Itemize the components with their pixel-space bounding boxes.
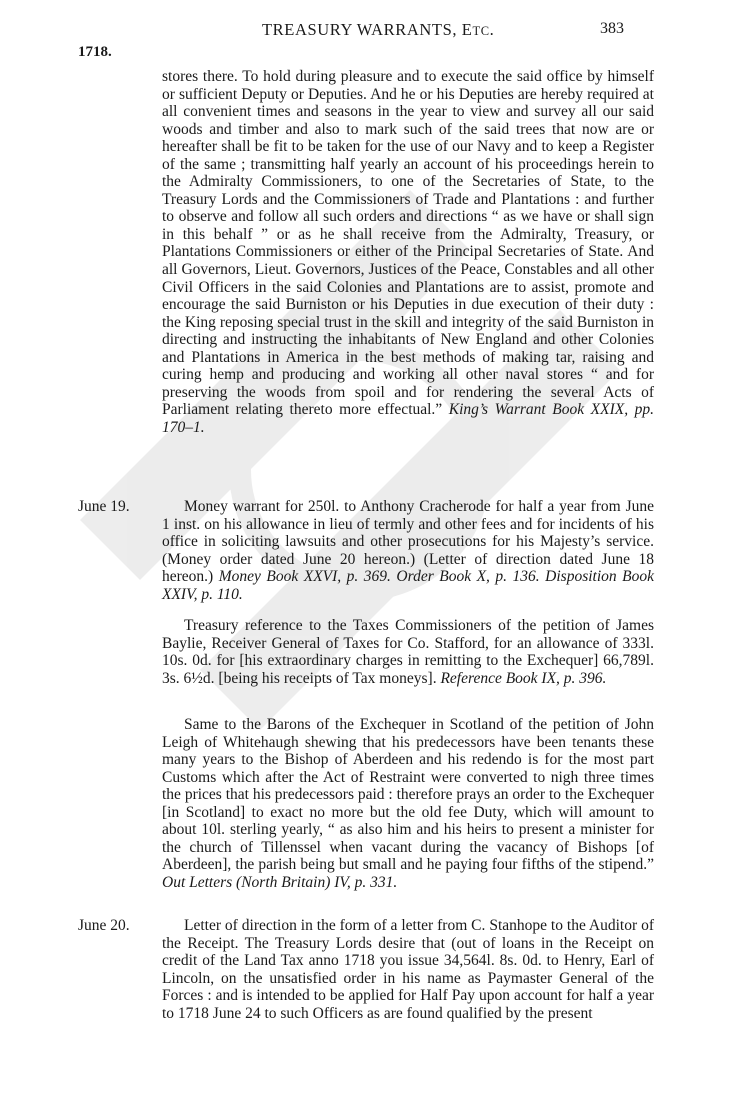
paragraph-text: Letter of direction in the form of a letter from C. Stanhope to the Auditor of the Receipt. The Treasury Lords desire that (out of loans in the Receipt on credit of the Land Tax anno 1718 you issue 34,564l. 8s. 0d. to Henry, Earl of Lincoln, on the unsatisfied order in his name as Paymaster General of the Forces : and is intended to be applied for Half Pay upon account for half a year to 1718 June 24 to such Officers as are found qualified by the present xyxy=(162,917,654,1022)
entry-paragraph xyxy=(162,716,654,891)
paragraph-text: Same to the Barons of the Exchequer in Scotland of the petition of John Leigh of Whitehaugh shewing that his predecessors have been tenants these many years to the Bishop of Aberdeen and his redendo is for the most part Customs which after the Act of Restraint were converted to nigh three times the prices that his predecessors paid : therefore prays an order to the Exchequer [in Scotland] to exact no more but the old fee Duty, which will amount to about 10l. sterling yearly, “ as also him and his heirs to present a minister for the church of Tillenssel when vacant during the vacancy of Bishops [of Aberdeen], the parish being but small and he paying four fifths of the stipend.” xyxy=(162,716,654,874)
entry-paragraph xyxy=(162,68,654,436)
source-reference: Reference Book IX, p. 396. xyxy=(440,669,607,687)
entry-date: June 20. xyxy=(78,917,130,934)
entry-date: June 19. xyxy=(78,498,130,515)
running-title: TREASURY WARRANTS, ETC. xyxy=(262,20,495,39)
paragraph-text: Treasury reference to the Taxes Commissioners of the petition of James Baylie, Receiver General of Taxes for Co. Stafford, for an allowance of 333l. 10s. 0d. for [his extraordinary charges in remitting to the Exchequer] 66,789l. 3s. 6½d. [being his receipts of Tax moneys]. xyxy=(162,617,654,687)
source-reference: Money Book XXVI, p. 369. Order Book X, p. 136. Disposition Book XXIV, p. 110. xyxy=(162,568,654,603)
entry-paragraph xyxy=(162,617,654,687)
paragraph-text: stores there. To hold during pleasure and to execute the said office by himself or sufficient Deputy or Deputies. And he or his Deputies are hereby required at all convenient times and seasons in the year to view and survey all our said woods and timber and also to mark such of the said trees that now are or hereafter shall be fit to be taken for the use of our Navy and to keep a Register of the same ; transmitting half yearly an account of his proceedings herein to the Admiralty Commissioners, to one of the Secretaries of State, to the Treasury Lords and the Commissioners of Trade and Plantations : and further to observe and follow all such orders and directions “ as we have or shall sign in this behalf ” or as he shall receive from the Admiralty, Treasury, or Plantations Commissioners or either of the Principal Secretaries of State. And all Governors, Lieut. Governors, Justices of the Peace, Constables and all other Civil Officers in the said Colonies and Plantations are to assist, promote and encourage the said Burniston or his Deputies in due execution of their duty : the King reposing special trust in the skill and integrity of the said Burniston in directing and instructing the inhabitants of New England and other Colonies and Plantations in America in the best methods of making tar, raising and curing hemp and producing and working all other naval stores “ and for preserving the woods from spoil and for rendering the several Acts of Parliament relating thereto more effectual.” xyxy=(162,68,654,419)
source-reference: King’s Warrant Book XXIX, pp. 170–1. xyxy=(162,401,654,436)
page-number: 383 xyxy=(600,20,624,37)
paragraph-text: Money warrant for 250l. to Anthony Cracherode for half a year from June 1 inst. on his allowance in lieu of termly and other fees and for incidents of his office in soliciting lawsuits and other prosecutions for his Majesty’s service. (Money order dated June 20 hereon.) (Letter of direction dated June 18 hereon.) xyxy=(162,498,654,586)
page-year: 1718. xyxy=(78,44,112,60)
source-reference: Out Letters (North Britain) IV, p. 331. xyxy=(162,873,398,891)
entry-paragraph xyxy=(162,498,654,603)
entry-paragraph xyxy=(162,917,654,1022)
